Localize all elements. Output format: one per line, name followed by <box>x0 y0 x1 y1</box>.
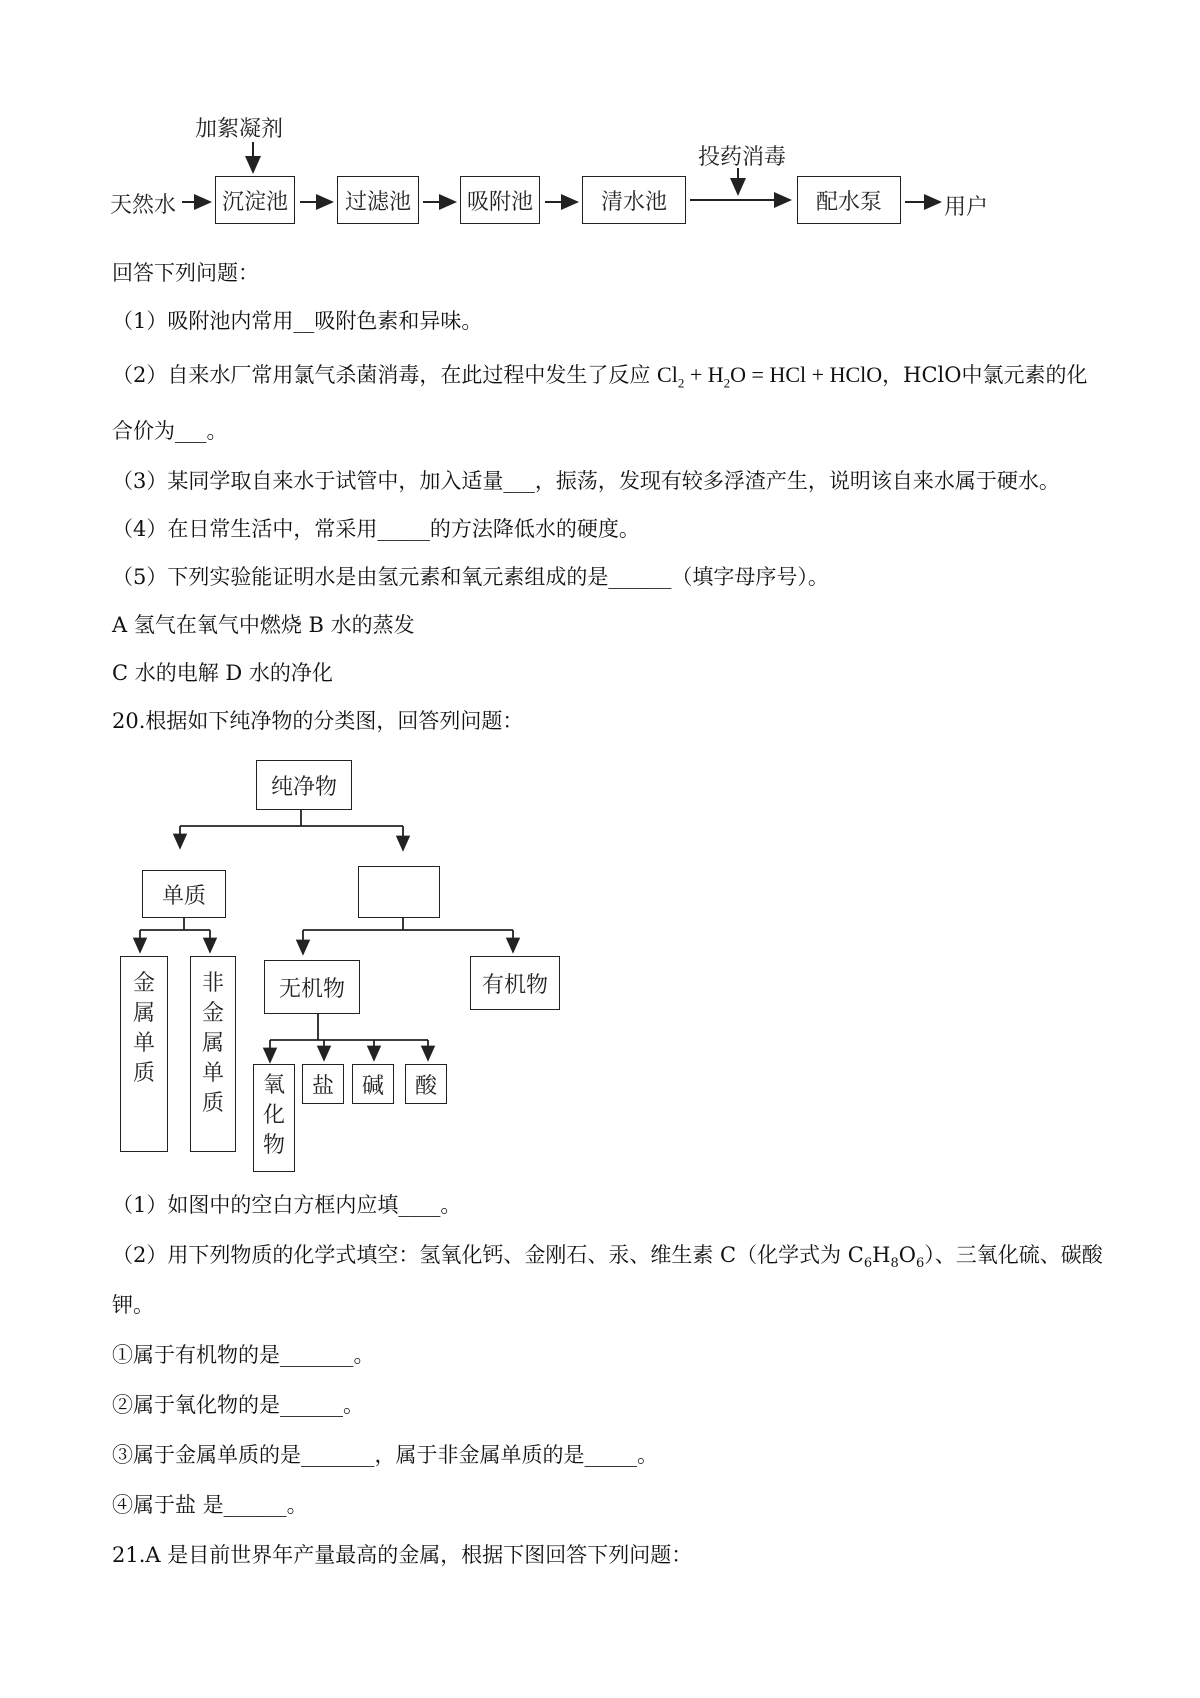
q19-intro: 回答下列问题： <box>112 261 259 285</box>
q20-part2-line2: 钾。 <box>112 1293 154 1317</box>
q20-part1: （1）如图中的空白方框内应填____。 <box>112 1193 462 1217</box>
q20-sub2: ②属于氧化物的是______。 <box>112 1393 364 1417</box>
q19-part1: （1）吸附池内常用__吸附色素和异味。 <box>112 309 483 333</box>
q19-part4: （4）在日常生活中，常采用_____的方法降低水的硬度。 <box>112 517 640 541</box>
tree-acid-box: 酸 <box>405 1064 447 1104</box>
tree-element-box: 单质 <box>142 870 226 918</box>
q21-title: 21.A 是目前世界年产量最高的金属，根据下图回答下列问题： <box>112 1543 693 1567</box>
flow-additive-flocculant: 加絮凝剂 <box>195 117 284 142</box>
q19-part2-line2: 合价为___。 <box>112 419 228 443</box>
q19-part2-pre: （2）自来水厂常用氯气杀菌消毒，在此过程中发生了反应 <box>112 363 651 387</box>
q19-part5: （5）下列实验能证明水是由氢元素和氧元素组成的是______（填字母序号）。 <box>112 565 829 589</box>
tree-metal-box: 金 属 单 质 <box>120 956 168 1152</box>
q19-options-ab: A 氢气在氧气中燃烧 B 水的蒸发 <box>112 613 415 637</box>
q20-sub3: ③属于金属单质的是_______，属于非金属单质的是_____。 <box>112 1443 658 1467</box>
flow-end-label: 用户 <box>944 195 989 220</box>
q19-options-cd: C 水的电解 D 水的净化 <box>112 661 333 685</box>
tree-root-box: 纯净物 <box>256 760 352 810</box>
flow-box-clear-water: 清水池 <box>582 176 686 224</box>
flow-box-sedimentation: 沉淀池 <box>215 176 295 224</box>
q19-part2-post: ，HClO中氯元素的化 <box>882 363 1088 387</box>
flow-box-pump: 配水泵 <box>797 176 901 224</box>
tree-nonmetal-box: 非 金 属 单 质 <box>190 956 236 1152</box>
q19-part3: （3）某同学取自来水于试管中，加入适量___，振荡，发现有较多浮渣产生，说明该自来水属于硬水。 <box>112 469 1060 493</box>
reaction-equation: $Cl_2 + H_2O$ = HCl + HClO <box>657 362 883 391</box>
flow-box-filtration: 过滤池 <box>337 176 419 224</box>
flow-source-label: 天然水 <box>110 193 177 218</box>
tree-organic-box: 有机物 <box>470 956 560 1010</box>
q20-sub1: ①属于有机物的是_______。 <box>112 1343 375 1367</box>
q20-title: 20.根据如下纯净物的分类图，回答列问题： <box>112 709 524 733</box>
tree-salt-box: 盐 <box>302 1064 344 1104</box>
tree-base-box: 碱 <box>352 1064 394 1104</box>
flow-box-adsorption: 吸附池 <box>460 176 540 224</box>
tree-inorganic-box: 无机物 <box>264 960 360 1014</box>
tree-blank-box <box>358 866 440 918</box>
q20-part2: （2）用下列物质的化学式填空：氢氧化钙、金刚石、汞、维生素 C（化学式为 $C_6H_8O_6$）、三氧化硫、碳酸 <box>112 1243 1103 1272</box>
tree-oxide-box: 氧 化 物 <box>253 1064 295 1172</box>
flow-additive-disinfect: 投药消毒 <box>698 145 787 170</box>
q20-sub4: ④属于盐 是______。 <box>112 1493 308 1517</box>
